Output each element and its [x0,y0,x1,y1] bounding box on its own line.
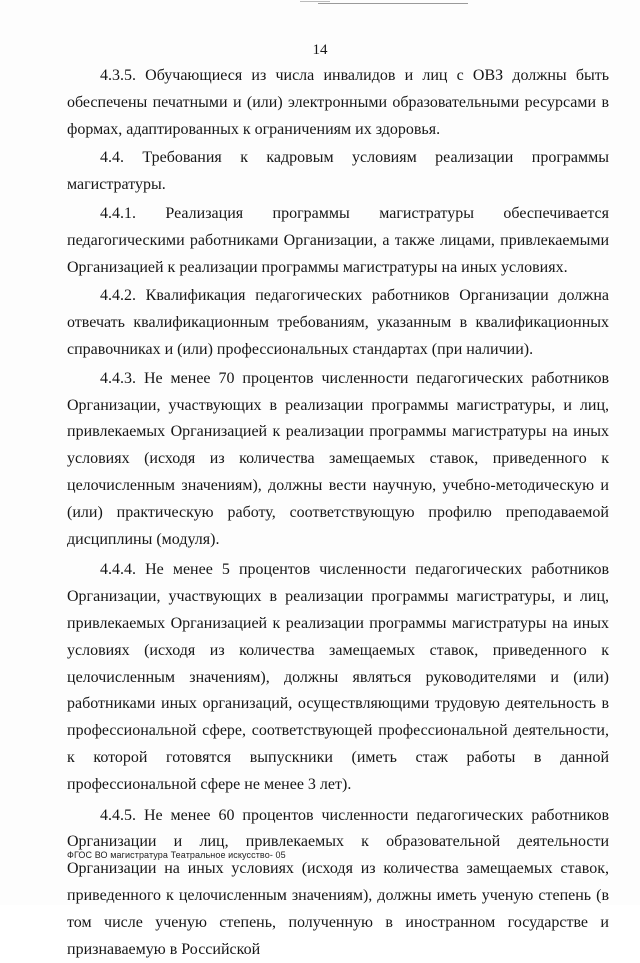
document-body [67,63,609,963]
scan-edge-line [318,3,468,4]
paragraph-4-4-3: 4.4.3. Не менее 70 процентов численности педагогических работников Организации, участвующих в реализации программы магистратуры, и лиц, привлекаемых Организацией к реализации программы магистратуры на иных условиях (исходя из количества замещаемых ставок, приведенного к целочисленным значениям), должны вести научную, учебно-методическую и (или) практическую работу, соответствующую профилю преподаваемой дисциплины (модуля). [67,369,609,548]
document-footer: ФГОС ВО магистратура Театральное искусство- 05 [67,850,286,860]
paragraph-4-4-2: 4.4.2. Квалификация педагогических работников Организации должна отвечать квалификационным требованиям, указанным в квалификационных справочниках и (или) профессиональных стандартах (при наличии). [67,287,609,358]
paragraph-4-4-4: 4.4.4. Не менее 5 процентов численности педагогических работников Организации, участвующих в реализации программы магистратуры, и лиц, привлекаемых Организацией к реализации программы магистратуры на иных условиях (исходя из количества замещаемых ставок, приведенного к целочисленным значениям), должны являться руководителями и (или) работниками иных организаций, осуществляющими трудовую деятельность в профессиональной сфере, соответствующей профессиональной деятельности, к которой готовятся выпускники (иметь стаж работы в данной профессиональной сфере не менее 3 лет). [67,561,609,793]
page-number: 14 [312,42,328,58]
paragraph-4-4-5: 4.4.5. Не менее 60 процентов численности педагогических работников Организации и лиц, привлекаемых к образовательной деятельности Организации на иных условиях (исходя из количества замещаемых ставок, приведенного к целочисленным значениям), должны иметь ученую степень (в том числе ученую степень, полученную в иностранном государстве и признаваемую в Российской [67,806,609,958]
scan-edge-line [300,1,330,2]
paragraph-4-4: 4.4. Требования к кадровым условиям реализации программы магистратуры. [67,149,609,194]
paragraph-4-3-5: 4.3.5. Обучающиеся из числа инвалидов и лиц с ОВЗ должны быть обеспечены печатными и (или) электронными образовательными ресурсами в формах, адаптированных к ограничениям их здоровья. [67,67,609,138]
paragraph-4-4-1: 4.4.1. Реализация программы магистратуры обеспечивается педагогическими работниками Организации, а также лицами, привлекаемыми Организацией к реализации программы магистратуры на иных условиях. [67,204,609,276]
